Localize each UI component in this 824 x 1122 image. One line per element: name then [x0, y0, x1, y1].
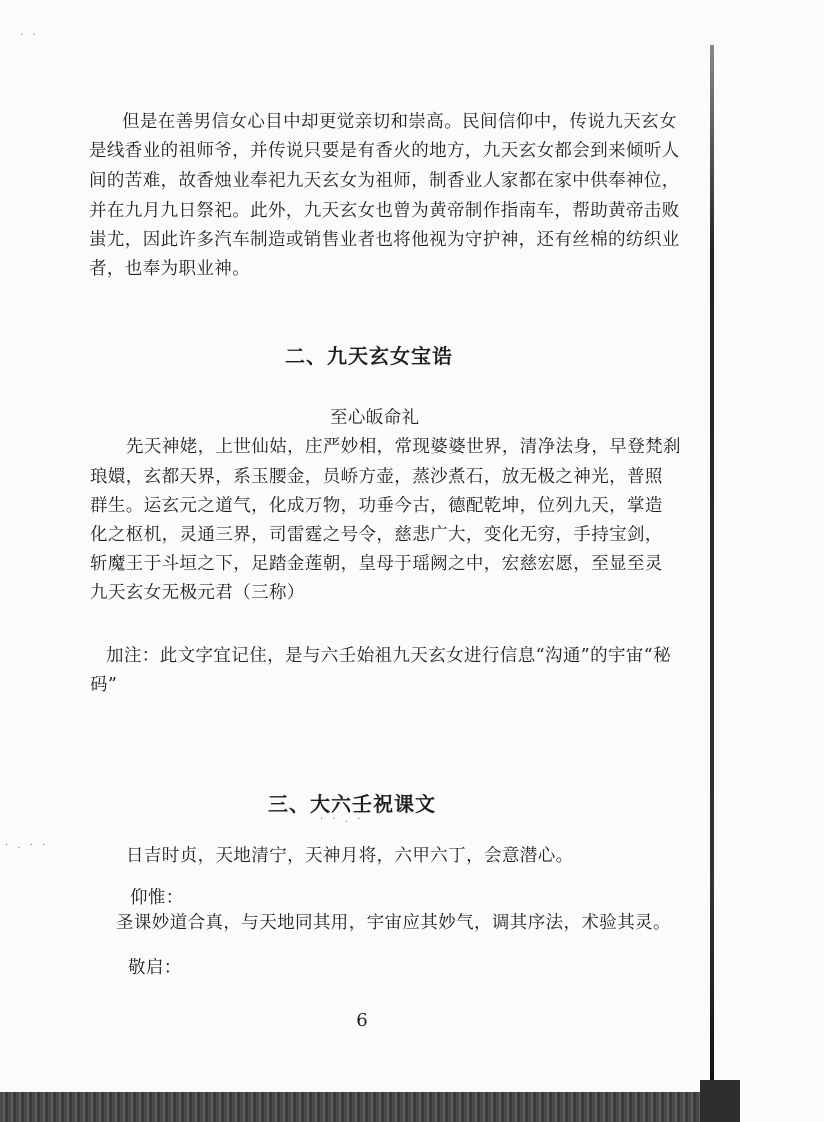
scan-noise: · · . ·	[320, 814, 364, 825]
paragraph-line: 日吉时贞，天地清宁，天神月将，六甲六丁，会意潜心。	[126, 846, 574, 866]
scan-noise: · ·	[20, 30, 39, 41]
paragraph-line: 敬启：	[128, 958, 182, 978]
paragraph-line: 者，也奉为职业神。	[89, 259, 251, 279]
note-line: 加注：此文字宜记住，是与六壬始祖九天玄女进行信息“沟通”的宇宙“秘	[106, 646, 672, 666]
paragraph-line: 但是在善男信女心目中却更觉亲切和崇高。民间信仰中，传说九天玄女	[122, 112, 677, 132]
scan-bottom-border	[0, 1092, 735, 1122]
paragraph-line: 化之枢机，灵通三界，司雷霆之号令，慈悲广大，变化无穷，手持宝剑，	[90, 525, 663, 545]
paragraph-line: 斩魔王于斗垣之下，足踏金莲朝，皇母于瑶阙之中，宏慈宏愿，至显至灵	[90, 554, 663, 574]
paragraph-line: 并在九月九日祭祀。此外，九天玄女也曾为黄帝制作指南车，帮助黄帝击败	[89, 201, 680, 221]
scan-corner-shadow	[700, 1080, 740, 1122]
page-edge-shadow	[710, 45, 714, 1095]
paragraph-line: 是线香业的祖师爷，并传说只要是有香火的地方，九天玄女都会到来倾听人	[89, 141, 680, 161]
paragraph-line: 九天玄女无极元君（三称）	[90, 583, 305, 603]
paragraph-line: 群生。运玄元之道气，化成万物，功垂今古，德配乾坤，位列九天，掌造	[90, 496, 663, 516]
page-number: 6	[356, 1010, 368, 1031]
section-subheading: 至心皈命礼	[330, 408, 420, 428]
paragraph-line: 琅嬛，玄都天界，系玉腰金，员峤方壶，蒸沙煮石，放无极之神光，普照	[90, 467, 663, 487]
paragraph-line: 圣课妙道合真，与天地同其用，宇宙应其妙气，调其序法，术验其灵。	[116, 913, 671, 933]
paragraph-line: 间的苦难，故香烛业奉祀九天玄女为祖师，制香业人家都在家中供奉神位，	[89, 171, 680, 191]
section-heading: 三、大六壬祝课文	[268, 792, 436, 816]
paragraph-line: 先天神姥，上世仙姑，庄严妙相，常现婆婆世界，清净法身，早登梵刹	[126, 437, 681, 457]
paragraph-line: 蚩尤，因此许多汽车制造或销售业者也将他视为守护神，还有丝棉的纺织业	[89, 230, 680, 250]
section-heading: 二、九天玄女宝诰	[285, 344, 453, 368]
paragraph-line: 仰惟：	[130, 888, 184, 908]
scan-noise: · . · ·	[5, 840, 49, 851]
note-line: 码”	[90, 675, 118, 695]
